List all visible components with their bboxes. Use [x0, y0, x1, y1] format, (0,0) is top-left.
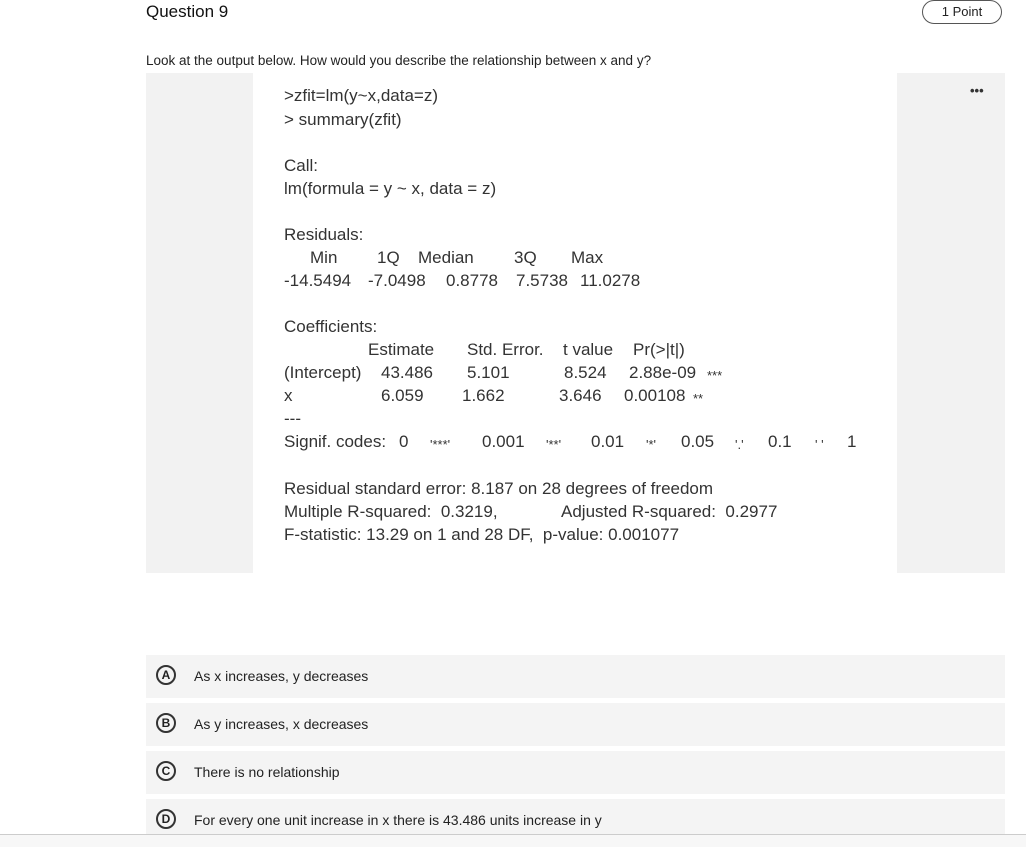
option-letter-badge: B — [156, 713, 176, 733]
coefficients-label: Coefficients: — [284, 317, 378, 336]
signif-code: 0 — [399, 432, 409, 451]
option-c[interactable] — [146, 751, 1005, 794]
coef-row-p: 2.88e-09 — [629, 363, 697, 382]
res-header-1q: 1Q — [377, 248, 400, 267]
res-value-max: 11.0278 — [580, 271, 641, 290]
option-letter-badge: A — [156, 665, 176, 685]
coef-row-estimate: 6.059 — [381, 386, 424, 405]
option-text: As y increases, x decreases — [194, 716, 369, 732]
coef-header-t: t value — [563, 340, 614, 359]
residual-std-error: Residual standard error: 8.187 on 28 degrees of freedom — [284, 479, 714, 498]
coef-row-t: 3.646 — [559, 386, 602, 405]
page-footer-divider — [0, 834, 1026, 847]
option-text: As x increases, y decreases — [194, 668, 369, 684]
coef-row-p: 0.00108 — [624, 386, 686, 405]
residuals-label: Residuals: — [284, 225, 364, 244]
option-text: For every one unit increase in x there is 43.486 units increase in y — [194, 812, 602, 828]
coef-row-t: 8.524 — [564, 363, 607, 382]
res-header-3q: 3Q — [514, 248, 537, 267]
adjusted-r-squared: Adjusted R-squared: 0.2977 — [561, 502, 778, 521]
res-header-max: Max — [571, 248, 604, 267]
signif-code: '**' — [546, 437, 562, 452]
question-prompt: Look at the output below. How would you describe the relationship between x and y? — [146, 53, 652, 68]
res-value-min: -14.5494 — [284, 271, 352, 290]
signif-code: '.' — [735, 437, 744, 452]
coef-row-stars: ** — [693, 391, 704, 406]
signif-code: '***' — [430, 437, 451, 452]
res-value-3q: 7.5738 — [516, 271, 568, 290]
call-formula: lm(formula = y ~ x, data = z) — [284, 179, 497, 198]
f-statistic: F-statistic: 13.29 on 1 and 28 DF, p-value: 0.001077 — [284, 525, 680, 544]
coef-header-estimate: Estimate — [368, 340, 435, 359]
option-letter-badge: D — [156, 809, 176, 829]
coef-row-name: x — [284, 386, 293, 405]
coef-header-se: Std. Error. — [467, 340, 544, 359]
option-b[interactable] — [146, 703, 1005, 746]
signif-code: 0.1 — [768, 432, 792, 451]
coef-row-se: 5.101 — [467, 363, 510, 382]
res-value-1q: -7.0498 — [368, 271, 426, 290]
signif-code: 0.05 — [681, 432, 715, 451]
more-options-icon[interactable]: ••• — [970, 83, 984, 98]
coef-row-se: 1.662 — [462, 386, 505, 405]
res-value-median: 0.8778 — [446, 271, 498, 290]
separator: --- — [284, 409, 301, 428]
signif-code: 1 — [847, 432, 857, 451]
res-header-median: Median — [418, 248, 474, 267]
coef-row-stars: *** — [707, 368, 723, 383]
multiple-r-squared: Multiple R-squared: 0.3219, — [284, 502, 498, 521]
coef-row-name: (Intercept) — [284, 363, 362, 382]
r-command-fit: >zfit=lm(y~x,data=z) — [284, 86, 439, 105]
signif-code: '*' — [646, 437, 657, 452]
signif-label: Signif. codes: — [284, 432, 387, 451]
question-title: Question 9 — [146, 2, 229, 21]
signif-code: 0.001 — [482, 432, 525, 451]
image-panel-right — [897, 73, 1005, 573]
signif-code: 0.01 — [591, 432, 625, 451]
coef-header-p: Pr(>|t|) — [633, 340, 685, 359]
option-text: There is no relationship — [194, 764, 340, 780]
option-a[interactable] — [146, 655, 1005, 698]
res-header-min: Min — [310, 248, 338, 267]
r-command-summary: > summary(zfit) — [284, 110, 402, 129]
image-panel-left — [146, 73, 253, 573]
points-badge: 1 Point — [922, 0, 1002, 24]
signif-code: ' ' — [815, 437, 824, 452]
call-label: Call: — [284, 156, 319, 175]
option-letter-badge: C — [156, 761, 176, 781]
coef-row-estimate: 43.486 — [381, 363, 433, 382]
